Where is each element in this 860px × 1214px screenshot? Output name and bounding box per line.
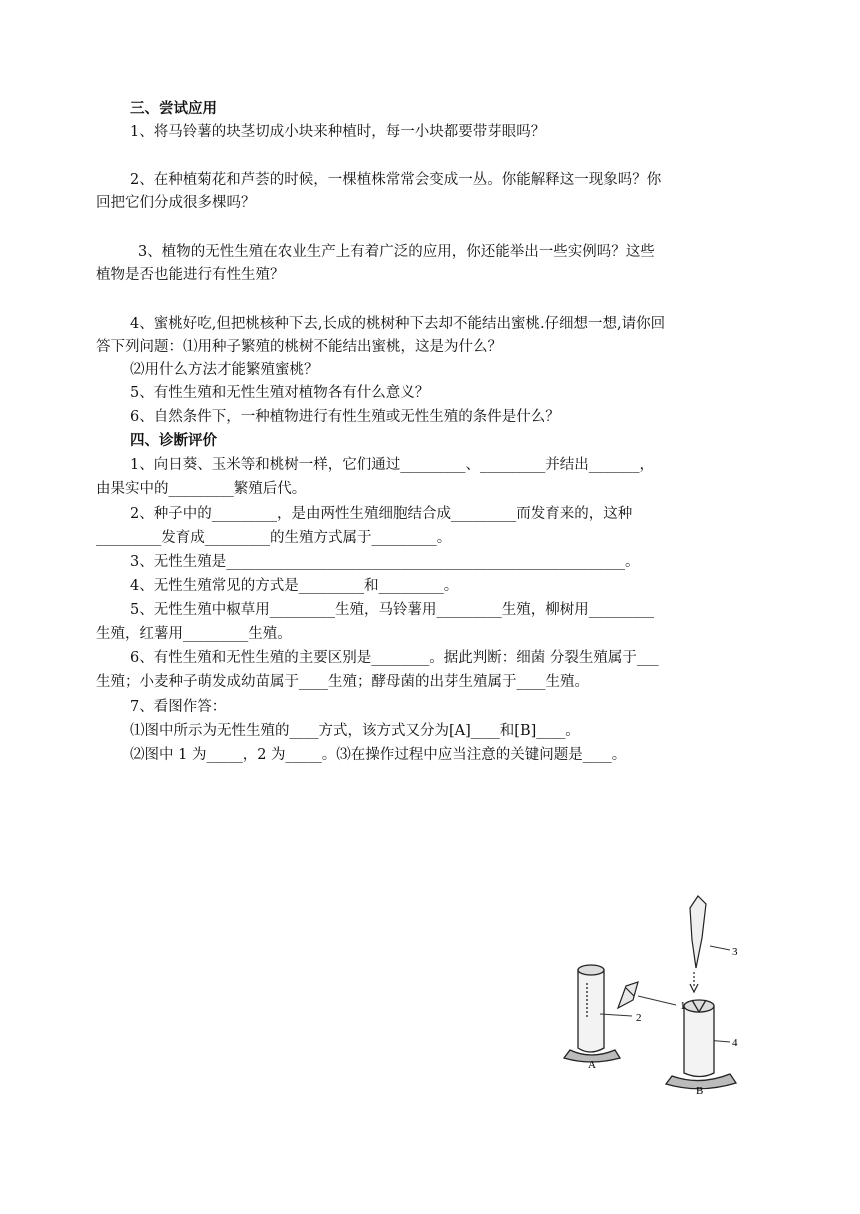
figure-label-3: 3: [732, 946, 738, 958]
figure-label-1: 1: [680, 1000, 686, 1012]
question-3-line-1: 3、植物的无性生殖在农业生产上有着广泛的应用，你还能举出一些实例吗？这些: [138, 244, 655, 260]
item-3: 3、无性生殖是_______________________________________________________。: [130, 554, 640, 570]
item-7-part-2: ⑵图中 1 为_____，2 为_____。⑶在操作过程中应当注意的关键问题是____。: [130, 747, 627, 763]
figure-label-a: A: [588, 1059, 596, 1071]
figure-label-b: B: [696, 1085, 704, 1097]
item-1-line-1: 1、向日葵、玉米等和桃树一样，它们通过_________、_________并结出_______，: [130, 457, 654, 473]
item-4: 4、无性生殖常见的方式是_________和_________。: [130, 578, 459, 594]
item-2-line-2: _________发育成_________的生殖方式属于_________。: [96, 530, 452, 546]
question-4-line-2: 答下列问题：⑴用种子繁殖的桃树不能结出蜜桃，这是为什么？: [96, 339, 502, 355]
figure-label-4: 4: [732, 1037, 738, 1049]
section-4-heading: 四、诊断评价: [130, 432, 217, 449]
question-4-line-3: ⑵用什么方法才能繁殖蜜桃？: [130, 362, 319, 378]
item-6-line-2: 生殖；小麦种子萌发成幼苗属于____生殖；酵母菌的出芽生殖属于____生殖。: [96, 674, 589, 690]
question-2-line-1: 2、在种植菊花和芦荟的时候，一棵植株常常会变成一丛。你能解释这一现象吗？你: [130, 172, 662, 188]
item-6-line-1: 6、有性生殖和无性生殖的主要区别是________。据此判断：细菌 分裂生殖属于___: [130, 650, 659, 666]
item-5-line-2: 生殖，红薯用_________生殖。: [96, 626, 292, 642]
item-2-line-1: 2、种子中的_________，是由两性生殖细胞结合成_________而发育来的，这种: [130, 506, 633, 522]
question-2-line-2: 回把它们分成很多棵吗？: [96, 195, 256, 211]
question-1: 1、将马铃薯的块茎切成小块来种植时，每一小块都要带芽眼吗？: [130, 124, 546, 140]
question-5: 5、有性生殖和无性生殖对植物各有什么意义？: [130, 385, 430, 401]
question-6: 6、自然条件下，一种植物进行有性生殖或无性生殖的条件是什么？: [130, 409, 560, 425]
grafting-figure: [560, 888, 750, 1103]
question-3-line-2: 植物是否也能进行有性生殖？: [96, 267, 285, 283]
figure-label-2: 2: [636, 1012, 642, 1024]
question-4-line-1: 4、蜜桃好吃,但把桃核种下去,长成的桃树种下去却不能结出蜜桃.仔细想一想,请你回: [130, 316, 666, 332]
item-1-line-2: 由果实中的_________繁殖后代。: [96, 481, 307, 497]
item-7: 7、看图作答：: [130, 699, 227, 715]
item-7-part-1: ⑴图中所示为无性生殖的____方式，该方式又分为[A]____和[B]____。: [130, 723, 580, 739]
item-5-line-1: 5、无性生殖中椒草用_________生殖，马铃薯用_________生殖，柳树用_________: [130, 602, 654, 618]
section-3-heading: 三、尝试应用: [130, 100, 217, 117]
